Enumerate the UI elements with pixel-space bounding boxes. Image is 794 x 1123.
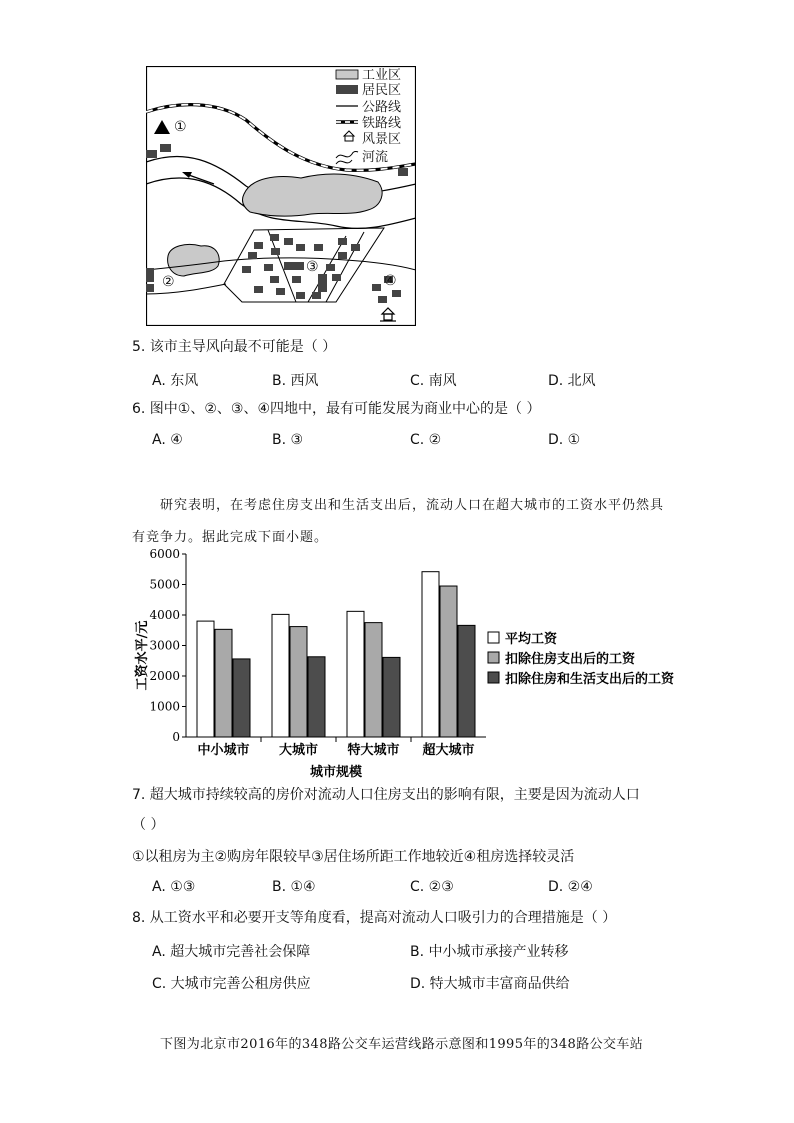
intro-line-2: 有竞争力。据此完成下面小题。 <box>132 530 329 545</box>
q5-option-d[interactable]: D. 北风 <box>548 373 596 389</box>
q5-option-a[interactable]: A. 东风 <box>152 373 199 389</box>
y-tick-label: 1000 <box>149 699 180 714</box>
legend-label-1: 平均工资 <box>505 632 558 647</box>
bar-1-3 <box>347 611 364 737</box>
wage-bar-chart <box>130 546 700 782</box>
bar-1-4 <box>422 572 439 737</box>
y-tick-label: 2000 <box>149 669 180 683</box>
y-tick-label: 5000 <box>149 577 180 592</box>
footer-caption: 下图为北京市2016年的348路公交车运营线路示意图和1995年的348路公交车站 <box>160 1037 644 1052</box>
industrial-area-large <box>242 174 382 216</box>
q6-option-d[interactable]: D. ① <box>548 432 581 448</box>
y-tick-label: 4000 <box>149 608 180 622</box>
bar-3-1 <box>233 659 250 737</box>
bar-2-2 <box>290 627 307 737</box>
y-tick-label: 0 <box>172 730 180 744</box>
marker-3: ③ <box>306 259 319 275</box>
y-tick-label: 6000 <box>149 547 180 561</box>
q5-option-c[interactable]: C. 南风 <box>410 373 457 389</box>
q8-option-b[interactable]: B. 中小城市承接产业转移 <box>410 944 569 960</box>
x-tick-label: 特大城市 <box>347 743 400 758</box>
y-axis-title: 工资水平/元 <box>135 620 150 691</box>
q8-option-d[interactable]: D. 特大城市丰富商品供给 <box>410 976 570 992</box>
question-5-stem: 5. 该市主导风向最不可能是（ ） <box>132 339 337 355</box>
city-map <box>146 66 416 326</box>
intro-line-1: 研究表明，在考虑住房支出和生活支出后，流动人口在超大城市的工资水平仍然具 <box>160 498 665 513</box>
q5-option-b[interactable]: B. 西风 <box>272 373 319 389</box>
x-tick-label: 中小城市 <box>197 743 250 758</box>
question-7-statements: ①以租房为主②购房年限较早③居住场所距工作地较近④租房选择较灵活 <box>132 849 575 865</box>
marker-1: ① <box>174 119 187 135</box>
legend-label-scenic: 风景区 <box>362 132 402 147</box>
question-7-stem: 7. 超大城市持续较高的房价对流动人口住房支出的影响有限，主要是因为流动人口 <box>132 787 640 803</box>
q7-option-b[interactable]: B. ①④ <box>272 879 316 895</box>
bar-3-3 <box>383 657 400 737</box>
q6-option-b[interactable]: B. ③ <box>272 432 304 448</box>
q6-option-a[interactable]: A. ④ <box>152 432 183 448</box>
q7-option-a[interactable]: A. ①③ <box>152 879 196 895</box>
x-tick-label: 超大城市 <box>422 743 475 758</box>
q6-option-c[interactable]: C. ② <box>410 432 442 448</box>
bar-3-4 <box>458 625 475 737</box>
legend-label-highway: 公路线 <box>362 100 402 115</box>
y-tick-label: 3000 <box>149 638 180 653</box>
question-8-stem: 8. 从工资水平和必要开支等角度看，提高对流动人口吸引力的合理措施是（ ） <box>132 910 617 926</box>
legend-label-2: 扣除住房支出后的工资 <box>505 652 636 667</box>
legend-label-3: 扣除住房和生活支出后的工资 <box>505 672 675 687</box>
marker-2: ② <box>162 274 175 290</box>
bar-1-1 <box>197 621 214 737</box>
q8-option-a[interactable]: A. 超大城市完善社会保障 <box>152 944 311 960</box>
q7-option-c[interactable]: C. ②③ <box>410 879 454 895</box>
legend-label-industrial: 工业区 <box>362 68 402 83</box>
bar-1-2 <box>272 614 289 737</box>
marker-4: ④ <box>384 273 397 289</box>
bar-3-2 <box>308 657 325 737</box>
bar-2-3 <box>365 623 382 737</box>
question-7-blank: （ ） <box>132 817 165 833</box>
q8-option-c[interactable]: C. 大城市完善公租房供应 <box>152 976 311 992</box>
q7-option-d[interactable]: D. ②④ <box>548 879 593 895</box>
legend-label-river: 河流 <box>362 150 389 165</box>
x-axis-title: 城市规模 <box>309 765 363 780</box>
question-6-stem: 6. 图中①、②、③、④四地中，最有可能发展为商业中心的是（ ） <box>132 401 541 417</box>
legend-label-residential: 居民区 <box>362 83 402 98</box>
legend-label-railway: 铁路线 <box>362 116 402 131</box>
legend-swatch-1 <box>488 632 499 643</box>
bar-2-1 <box>215 629 232 737</box>
bar-2-4 <box>440 586 457 737</box>
legend-swatch-3 <box>488 672 499 683</box>
x-tick-label: 大城市 <box>278 743 319 758</box>
legend-swatch-2 <box>488 652 499 663</box>
